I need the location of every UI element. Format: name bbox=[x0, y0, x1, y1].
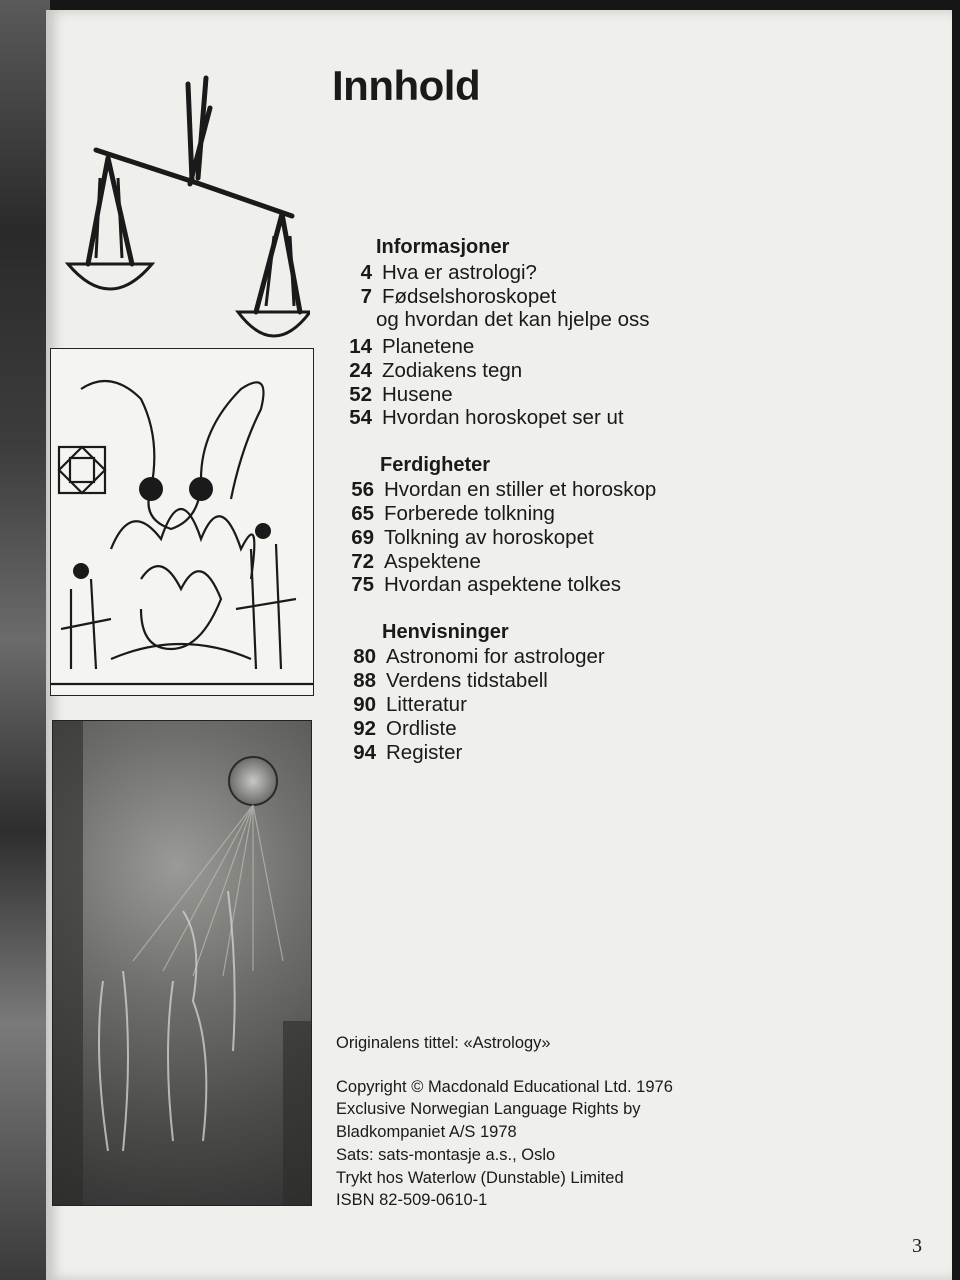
toc-entry bbox=[330, 359, 522, 383]
toc-page-number: 94 bbox=[353, 741, 376, 764]
toc-page-number: 72 bbox=[351, 550, 374, 573]
section-heading-ferdigheter: Ferdigheter bbox=[380, 454, 491, 476]
toc-entry bbox=[334, 741, 462, 765]
toc-entry-label: Tolkning av horoskopet bbox=[384, 526, 594, 549]
facing-page-edge bbox=[0, 0, 50, 1280]
colophon-line: Sats: sats-montasje a.s., Oslo bbox=[336, 1146, 556, 1164]
toc-page-number: 24 bbox=[349, 359, 372, 382]
toc-entry-label: Verdens tidstabell bbox=[386, 669, 548, 692]
egyptian-relief-photo bbox=[52, 720, 312, 1206]
toc-page-number: 4 bbox=[360, 261, 372, 284]
toc-entry-label: Litteratur bbox=[386, 693, 467, 716]
colophon-line: Exclusive Norwegian Language Rights by bbox=[336, 1100, 641, 1118]
toc-page-number: 90 bbox=[353, 693, 376, 716]
toc-entry bbox=[334, 693, 467, 717]
toc-entry-label: Fødselshoroskopet bbox=[382, 285, 557, 308]
toc-page-number: 92 bbox=[353, 717, 376, 740]
toc-entry-label: Ordliste bbox=[386, 717, 457, 740]
colophon-line: Bladkompaniet A/S 1978 bbox=[336, 1123, 517, 1141]
toc-entry bbox=[330, 383, 453, 407]
toc-entry-label: Hva er astrologi? bbox=[382, 261, 537, 284]
toc-entry-label: Hvordan horoskopet ser ut bbox=[382, 406, 624, 429]
toc-entry-continuation: og hvordan det kan hjelpe oss bbox=[376, 308, 650, 331]
toc-entry-label: Planetene bbox=[382, 335, 475, 358]
toc-page-number: 56 bbox=[351, 478, 374, 501]
toc-entry bbox=[332, 502, 555, 526]
toc-page-number: 80 bbox=[353, 645, 376, 668]
toc-entry bbox=[330, 335, 474, 359]
toc-page-number: 52 bbox=[349, 383, 372, 406]
colophon-line: Copyright © Macdonald Educational Ltd. 1976 bbox=[336, 1078, 673, 1096]
toc-page-number: 7 bbox=[360, 285, 372, 308]
toc-page-number: 65 bbox=[351, 502, 374, 525]
toc-page-number: 54 bbox=[349, 406, 372, 429]
toc-entry bbox=[332, 550, 481, 574]
toc-entry bbox=[330, 406, 624, 430]
toc-entry-label: Hvordan en stiller et horoskop bbox=[384, 478, 657, 501]
toc-entry-label: Forberede tolkning bbox=[384, 502, 555, 525]
page-number: 3 bbox=[912, 1235, 922, 1257]
toc-entry bbox=[334, 645, 605, 669]
toc-entry-label: Hvordan aspektene tolkes bbox=[384, 573, 622, 596]
section-heading-henvisninger: Henvisninger bbox=[382, 621, 509, 643]
colophon-line: Trykt hos Waterlow (Dunstable) Limited bbox=[336, 1169, 624, 1187]
toc-entry bbox=[330, 261, 537, 285]
toc-page-number: 75 bbox=[351, 573, 374, 596]
toc-entry bbox=[332, 526, 594, 550]
toc-entry-label: Husene bbox=[382, 383, 453, 406]
toc-entry bbox=[334, 717, 457, 741]
toc-entry-label: Astronomi for astrologer bbox=[386, 645, 605, 668]
original-title-line: Originalens tittel: «Astrology» bbox=[336, 1034, 551, 1052]
toc-entry-label: Aspektene bbox=[384, 550, 481, 573]
isbn-line: ISBN 82-509-0610-1 bbox=[336, 1191, 488, 1209]
toc-entry bbox=[330, 285, 556, 309]
toc-page-number: 69 bbox=[351, 526, 374, 549]
toc-entry bbox=[332, 478, 656, 502]
burning-figures-woodcut bbox=[50, 348, 314, 696]
section-heading-informasjoner: Informasjoner bbox=[376, 236, 510, 258]
toc-entry bbox=[334, 669, 548, 693]
book-page bbox=[46, 10, 952, 1280]
toc-page-number: 14 bbox=[349, 335, 372, 358]
toc-entry-label: Zodiakens tegn bbox=[382, 359, 523, 382]
toc-entry bbox=[332, 573, 621, 597]
scales-illustration bbox=[60, 68, 310, 348]
toc-entry-label: Register bbox=[386, 741, 463, 764]
toc-page-number: 88 bbox=[353, 669, 376, 692]
page-title: Innhold bbox=[332, 62, 481, 109]
